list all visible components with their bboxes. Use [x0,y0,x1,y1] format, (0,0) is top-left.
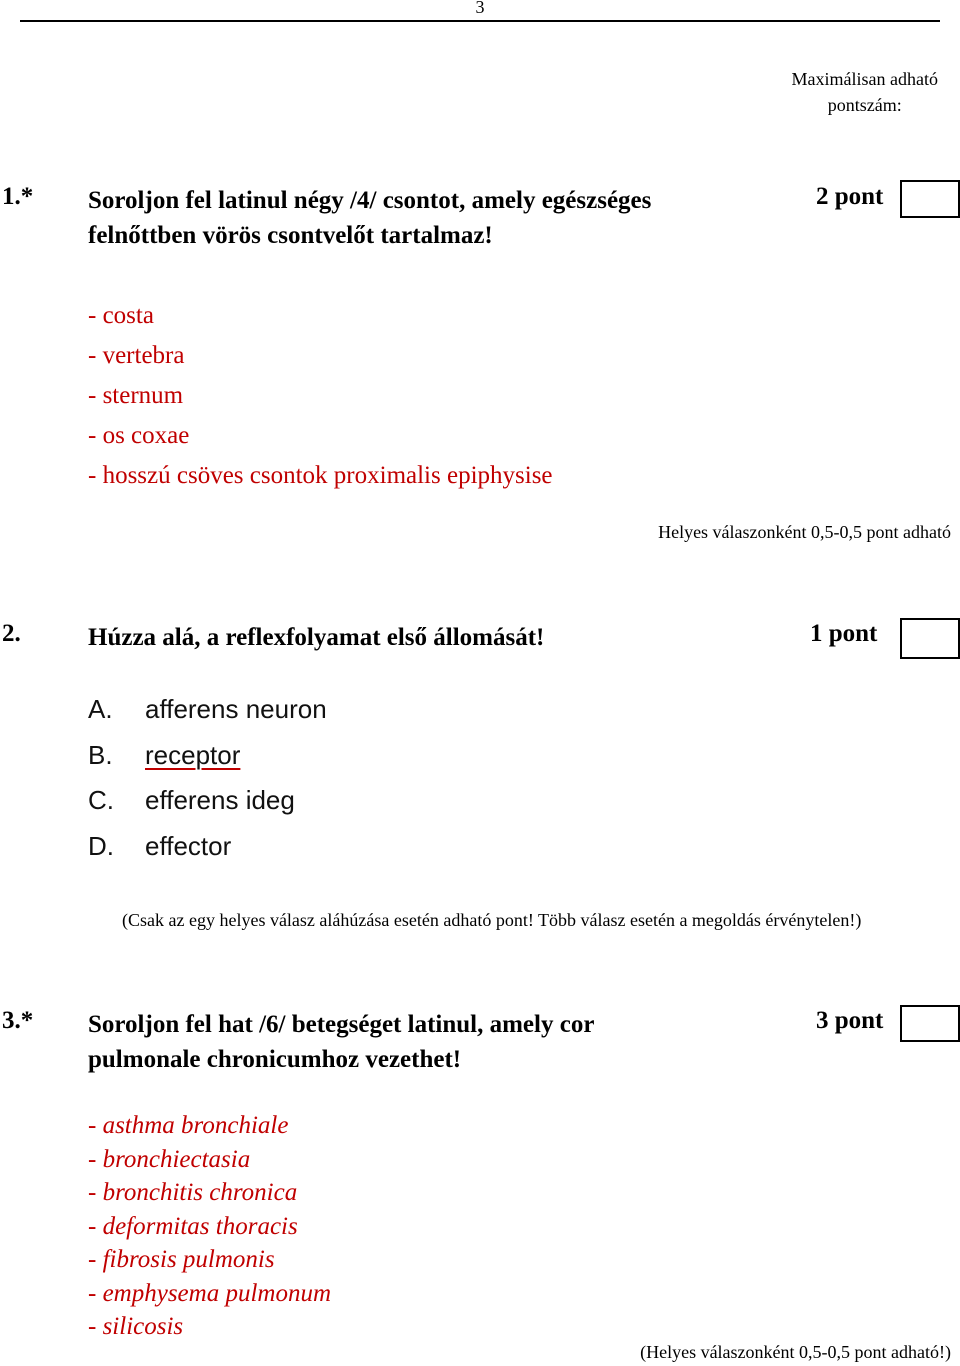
q3-answer-list [88,1109,331,1344]
q3-question-line1: Soroljon fel hat /6/ betegséget latinul, amely cor [88,1011,595,1038]
q1-answer-3: - sternum [88,382,184,409]
q1-answer-5: - hosszú csöves csontok proximalis epiphysise [88,462,553,489]
q3-answer-6: - emphysema pulmonum [88,1279,332,1307]
page-number: 3 [475,0,485,17]
q3-answer-3: - bronchitis chronica [88,1179,298,1206]
q1-answer-list [88,296,553,496]
q2-number: 2. [2,620,21,647]
q2-scoring-note: (Csak az egy helyes válasz aláhúzása esetén adható pont! Több válasz esetén a megoldás érvénytelen!) [122,910,862,930]
q2-points: 1 pont [810,620,878,647]
q2-option-d[interactable]: effector [145,831,232,861]
q3-question-line2: pulmonale chronicumhoz vezethet! [88,1046,462,1073]
q1-answer-2: - vertebra [88,342,185,369]
q3-answer-2: - bronchiectasia [88,1145,251,1173]
q1-answer-4: - os coxae [88,422,190,449]
q3-answer-5: - fibrosis pulmonis [88,1246,275,1273]
q3-number: 3.* [2,1007,34,1034]
q2-option-a-letter: A. [88,694,113,724]
q1-question [88,183,651,253]
max-points-label-line2: pontszám: [827,95,902,115]
q2-option-c-letter: C. [88,785,114,815]
q2-option-d-letter: D. [88,831,114,861]
q3-answer-7: - silicosis [88,1313,184,1340]
q3-points: 3 pont [816,1007,884,1034]
q3-scoring-note: (Helyes válaszonként 0,5-0,5 pont adható!) [640,1342,951,1362]
q2-option-b-letter: B. [88,740,113,770]
q1-scoring-note: Helyes válaszonként 0,5-0,5 pont adható [658,522,951,542]
q2-option-a[interactable]: afferens neuron [145,694,327,724]
q3-question [88,1007,594,1077]
q2-option-b[interactable]: receptor [145,740,241,770]
q1-question-line2: felnőttben vörös csontvelőt tartalmaz! [88,222,493,249]
q1-question-line1: Soroljon fel latinul négy /4/ csontot, amely egészséges [88,187,652,214]
q1-points: 2 pont [816,183,884,210]
max-points-label-line1: Maximálisan adható [791,69,938,89]
q1-number: 1.* [2,183,34,210]
q3-score-box[interactable] [900,1005,960,1042]
q2-question: Húzza alá, a reflexfolyamat első állomását! [88,624,545,651]
q3-answer-4: - deformitas thoracis [88,1212,298,1240]
header-rule [20,20,940,22]
q2-score-box[interactable] [900,618,960,659]
q1-answer-1: - costa [88,302,154,329]
q3-answer-1: - asthma bronchiale [88,1112,289,1139]
q1-score-box[interactable] [900,180,960,218]
max-points-label [792,66,938,118]
q2-option-c[interactable]: efferens ideg [145,785,295,815]
